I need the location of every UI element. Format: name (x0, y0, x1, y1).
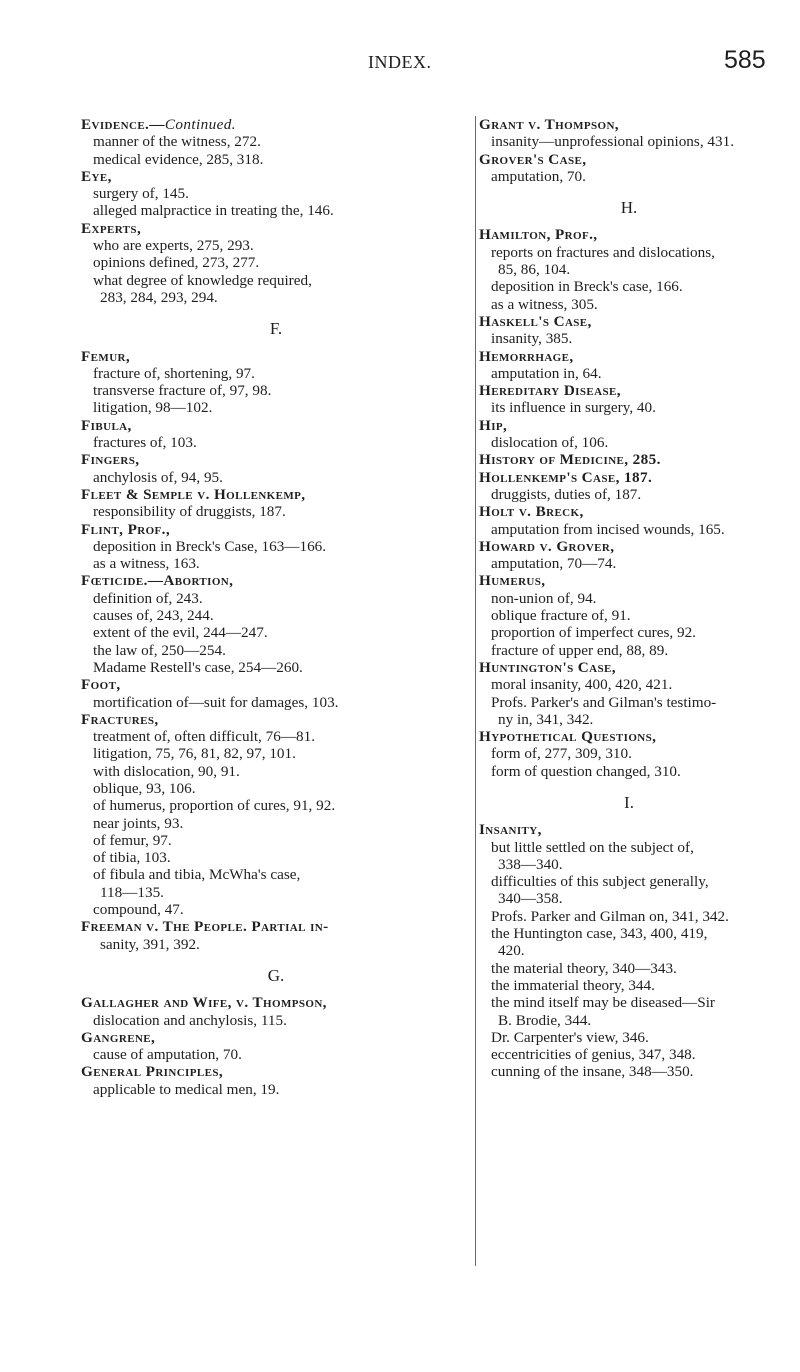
index-heading: Gangrene, (81, 1028, 156, 1046)
index-heading (81, 116, 471, 133)
index-subentry: responsibility of druggists, 187. (93, 503, 286, 521)
index-heading: Holt v. Breck, (479, 503, 584, 521)
index-subentry: opinions defined, 273, 277. (93, 254, 260, 272)
index-subentry: insanity, 385. (491, 330, 573, 348)
page-header (0, 46, 800, 80)
index-heading: Flint, Prof., (81, 520, 171, 538)
index-subentry: with dislocation, 90, 91. (93, 762, 240, 780)
index-subentry: ny in, 341, 342. (498, 710, 594, 728)
index-heading: Huntington's Case, (479, 658, 616, 676)
index-subentry: litigation, 98—102. (93, 399, 213, 417)
index-subentry: eccentricities of genius, 347, 348. (491, 1046, 696, 1064)
index-subentry: druggists, duties of, 187. (491, 485, 642, 503)
index-subentry: anchylosis of, 94, 95. (93, 468, 223, 486)
index-subentry: surgery of, 145. (93, 185, 189, 203)
index-subentry: deposition in Breck's case, 166. (491, 278, 683, 296)
index-subentry: 338—340. (498, 855, 563, 873)
section-letter: H. (620, 198, 638, 218)
index-subentry: sanity, 391, 392. (100, 935, 200, 953)
index-heading: Gallagher and Wife, v. Thompson, (81, 994, 327, 1012)
index-subentry: what degree of knowledge required, (93, 271, 312, 289)
index-heading-text: Evidence.— (81, 116, 165, 133)
index-subentry: of humerus, proportion of cures, 91, 92. (93, 797, 336, 815)
index-subentry: cause of amputation, 70. (93, 1046, 242, 1064)
index-subentry: alleged malpractice in treating the, 146. (93, 202, 334, 220)
index-subentry: applicable to medical men, 19. (93, 1080, 280, 1098)
index-heading: Grover's Case, (479, 150, 587, 168)
index-subentry: fracture of, shortening, 97. (93, 364, 255, 382)
index-subentry: Profs. Parker's and Gilman's testimo- (491, 693, 717, 711)
index-subentry: the law of, 250—254. (93, 641, 226, 659)
index-heading: Hip, (479, 416, 508, 434)
index-heading: History of Medicine, 285. (479, 451, 661, 469)
index-subentry: insanity—unprofessional opinions, 431. (491, 133, 734, 151)
index-heading: Foot, (81, 676, 121, 694)
index-subentry: who are experts, 275, 293. (93, 237, 254, 255)
index-subentry: fractures of, 103. (93, 434, 197, 452)
running-title: INDEX. (368, 52, 432, 72)
index-heading: Experts, (81, 219, 142, 237)
index-subentry: litigation, 75, 76, 81, 82, 97, 101. (93, 745, 296, 763)
column-divider (475, 116, 476, 1266)
index-subentry: the mind itself may be diseased—Sir (491, 994, 715, 1012)
index-subentry: the immaterial theory, 344. (491, 976, 655, 994)
index-subentry: deposition in Breck's Case, 163—166. (93, 537, 327, 555)
index-subentry: but little settled on the subject of, (491, 838, 694, 856)
index-subentry: compound, 47. (93, 901, 184, 919)
index-subentry: amputation in, 64. (491, 364, 602, 382)
index-subentry: B. Brodie, 344. (498, 1011, 592, 1029)
index-subentry: of tibia, 103. (93, 849, 171, 867)
index-subentry: dislocation of, 106. (491, 434, 609, 452)
index-heading: Freeman v. The People. Partial in- (81, 918, 329, 936)
index-subentry: definition of, 243. (93, 589, 203, 607)
index-subentry: Profs. Parker and Gilman on, 341, 342. (491, 907, 729, 925)
index-subentry: 85, 86, 104. (498, 261, 571, 279)
section-letter: G. (267, 965, 285, 985)
index-subentry: 340—358. (498, 890, 563, 908)
index-subentry: the material theory, 340—343. (491, 959, 677, 977)
index-subentry: form of, 277, 309, 310. (491, 745, 632, 763)
index-subentry: 118—135. (100, 883, 164, 901)
index-subentry: fracture of upper end, 88, 89. (491, 641, 669, 659)
index-subentry: causes of, 243, 244. (93, 607, 214, 625)
index-heading: Fibula, (81, 416, 132, 434)
index-subentry: oblique, 93, 106. (93, 779, 196, 797)
index-subentry: of femur, 97. (93, 831, 172, 849)
index-subentry: difficulties of this subject generally, (491, 873, 709, 891)
continued-label: Continued. (164, 116, 236, 133)
index-column-right (479, 116, 779, 1081)
index-subentry: Madame Restell's case, 254—260. (93, 658, 303, 676)
index-heading: Hollenkemp's Case, 187. (479, 468, 653, 486)
index-heading: Fractures, (81, 710, 159, 728)
index-subentry: proportion of imperfect cures, 92. (491, 624, 696, 642)
index-subentry: oblique fracture of, 91. (491, 607, 631, 625)
index-subentry: amputation from incised wounds, 165. (491, 520, 725, 538)
index-subentry: the Huntington case, 343, 400, 419, (491, 925, 708, 943)
index-subentry: manner of the witness, 272. (93, 133, 261, 151)
index-subentry: moral insanity, 400, 420, 421. (491, 676, 673, 694)
index-heading: Humerus, (479, 572, 546, 590)
index-column-left (81, 116, 471, 1098)
index-heading: Hamilton, Prof., (479, 226, 598, 244)
index-subentry: medical evidence, 285, 318. (93, 150, 264, 168)
index-subentry: near joints, 93. (93, 814, 184, 832)
section-letter: I. (624, 792, 634, 812)
index-heading: Grant v. Thompson, (479, 116, 619, 133)
index-subentry: as a witness, 163. (93, 555, 200, 573)
index-subentry: Dr. Carpenter's view, 346. (491, 1028, 649, 1046)
page-number: 585 (724, 46, 766, 74)
index-heading: Fœticide.—Abortion, (81, 572, 234, 590)
index-subentry: mortification of—suit for damages, 103. (93, 693, 339, 711)
index-subentry: amputation, 70—74. (491, 555, 617, 573)
index-subentry: cunning of the insane, 348—350. (491, 1063, 694, 1081)
index-heading: Hypothetical Questions, (479, 728, 657, 746)
section-letter: F. (269, 319, 283, 339)
index-heading: Insanity, (479, 821, 542, 839)
index-subentry: its influence in surgery, 40. (491, 399, 656, 417)
index-subentry: transverse fracture of, 97, 98. (93, 382, 272, 400)
index-heading: Howard v. Grover, (479, 537, 615, 555)
index-subentry: as a witness, 305. (491, 295, 598, 313)
index-heading: Femur, (81, 347, 131, 365)
index-subentry: dislocation and anchylosis, 115. (93, 1011, 287, 1029)
index-subentry: form of question changed, 310. (491, 762, 681, 780)
index-heading: Haskell's Case, (479, 312, 592, 330)
index-heading: Fingers, (81, 451, 140, 469)
index-subentry: treatment of, often difficult, 76—81. (93, 728, 315, 746)
index-subentry: 283, 284, 293, 294. (100, 288, 218, 306)
index-heading: General Principles, (81, 1063, 224, 1081)
index-heading: Hemorrhage, (479, 347, 574, 365)
index-subentry: 420. (498, 942, 525, 960)
index-subentry: extent of the evil, 244—247. (93, 624, 268, 642)
index-subentry: non-union of, 94. (491, 589, 597, 607)
index-subentry: of fibula and tibia, McWha's case, (93, 866, 301, 884)
index-subentry: amputation, 70. (491, 167, 586, 185)
index-heading: Eye, (81, 167, 112, 185)
index-heading: Fleet & Semple v. Hollenkemp, (81, 485, 306, 503)
index-heading: Hereditary Disease, (479, 382, 621, 400)
index-subentry: reports on fractures and dislocations, (491, 243, 715, 261)
